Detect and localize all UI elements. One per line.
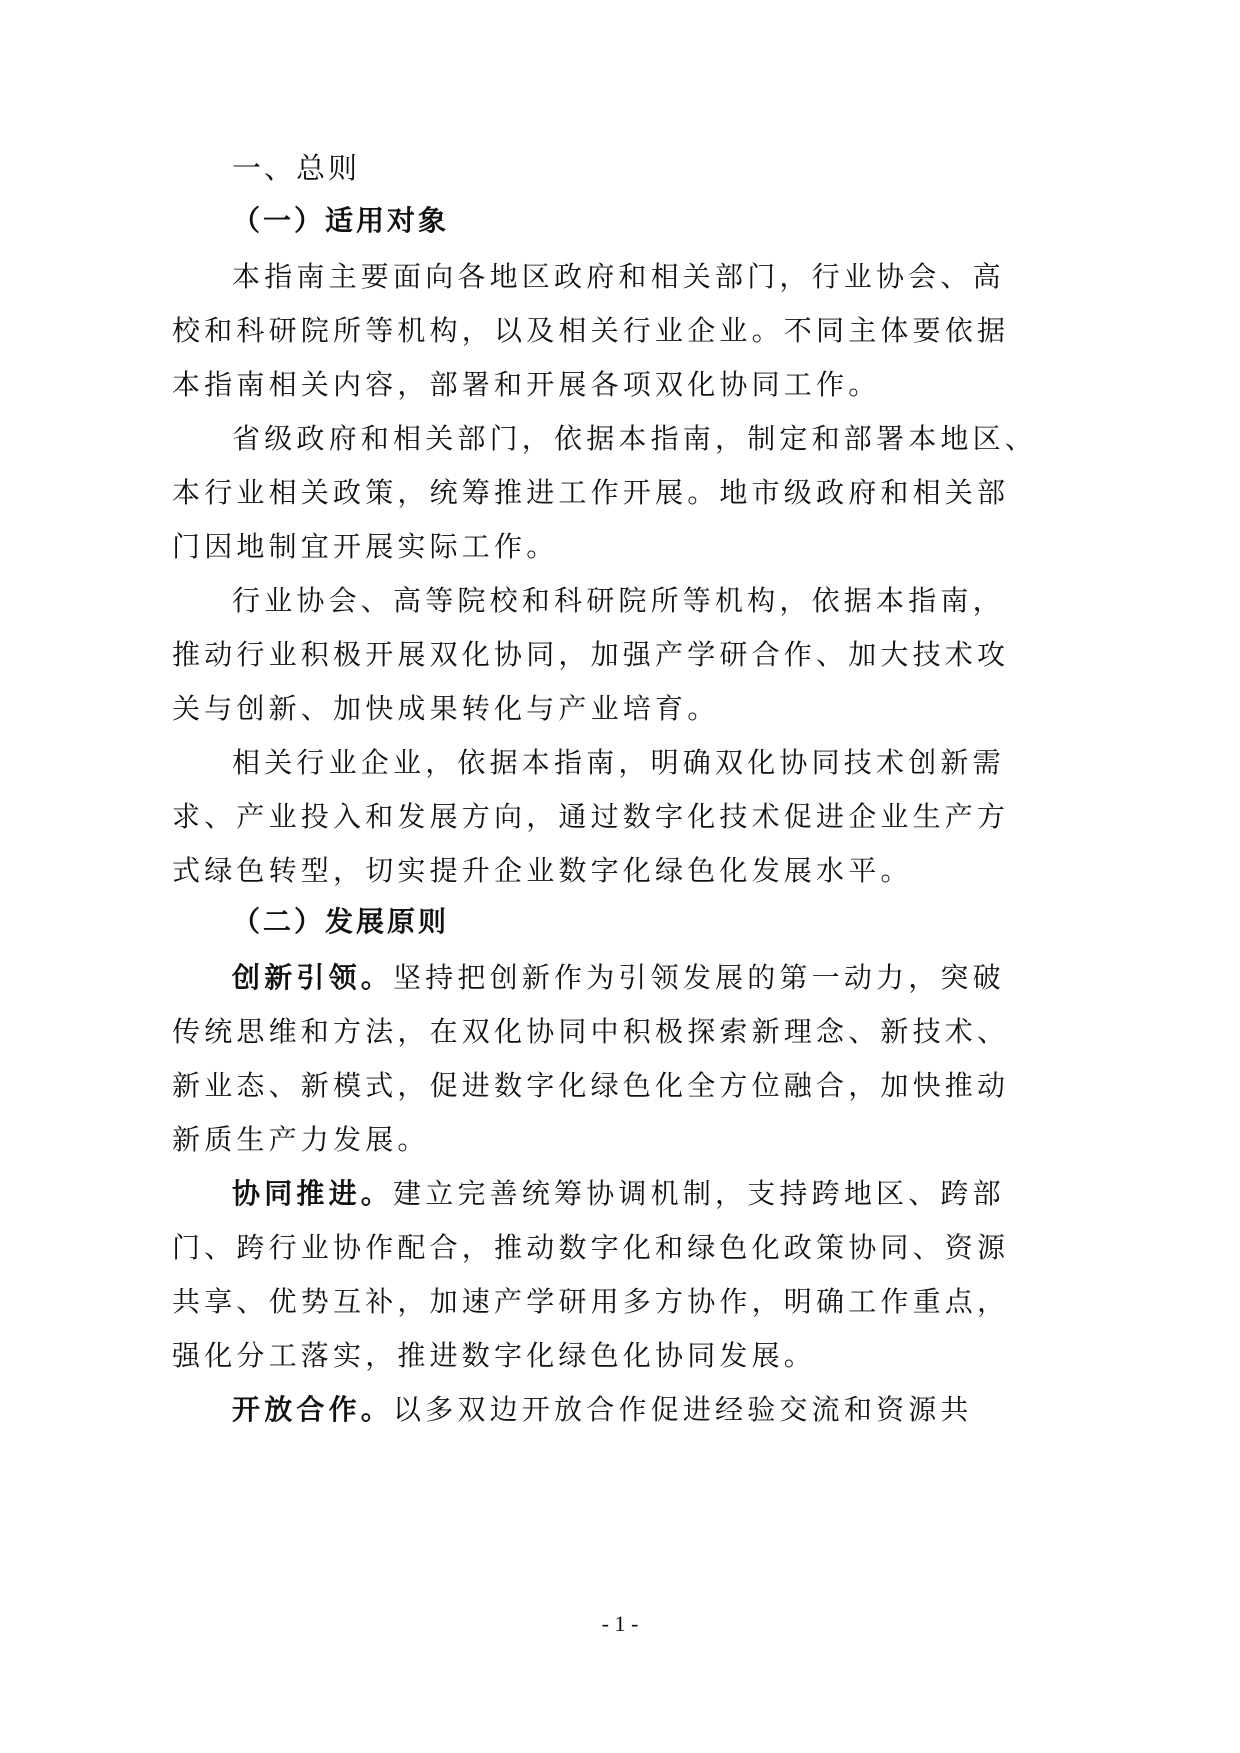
page-number: - 1 -: [601, 1611, 639, 1636]
principle-text: 坚持把创新作为引领发展的第一动力，突破: [393, 961, 1005, 994]
paragraph-line: 新质生产力发展。: [172, 1123, 430, 1156]
paragraph-line: 推动行业积极开展双化协同，加强产学研合作、加大技术攻: [172, 638, 1010, 671]
paragraph-line: 本行业相关政策，统筹推进工作开展。地市级政府和相关部: [172, 476, 1010, 509]
paragraph-line: 校和科研院所等机构，以及相关行业企业。不同主体要依据: [172, 314, 1010, 347]
section-heading-scope: （一）适用对象: [232, 204, 450, 237]
principle-first-line: [232, 1176, 1005, 1212]
paragraph-line: 共享、优势互补，加速产学研用多方协作，明确工作重点，: [172, 1285, 1010, 1318]
principle-term: 协同推进。: [232, 1177, 394, 1210]
principle-first-line: [232, 1392, 973, 1428]
paragraph-line: 强化分工落实，推进数字化绿色化协同发展。: [172, 1339, 817, 1372]
paragraph-line: 门因地制宜开展实际工作。: [172, 530, 559, 563]
principle-first-line: [232, 960, 1005, 996]
principle-term: 创新引领。: [232, 961, 394, 994]
paragraph-line: 本指南相关内容，部署和开展各项双化协同工作。: [172, 368, 881, 401]
paragraph-line: 关与创新、加快成果转化与产业培育。: [172, 692, 720, 725]
section-heading-principles: （二）发展原则: [232, 905, 450, 938]
principle-text: 以多双边开放合作促进经验交流和资源共: [393, 1393, 973, 1426]
paragraph-line: 传统思维和方法，在双化协同中积极探索新理念、新技术、: [172, 1015, 1010, 1048]
paragraph-line: 新业态、新模式，促进数字化绿色化全方位融合，加快推动: [172, 1069, 1010, 1102]
paragraph-line: 门、跨行业协作配合，推动数字化和绿色化政策协同、资源: [172, 1231, 1010, 1264]
paragraph-line: 本指南主要面向各地区政府和相关部门，行业协会、高: [232, 260, 1005, 293]
paragraph-line: 省级政府和相关部门，依据本指南，制定和部署本地区、: [232, 422, 1038, 455]
principle-text: 建立完善统筹协调机制，支持跨地区、跨部: [393, 1177, 1005, 1210]
paragraph-line: 相关行业企业，依据本指南，明确双化协同技术创新需: [232, 746, 1005, 779]
paragraph-line: 求、产业投入和发展方向，通过数字化技术促进企业生产方: [172, 800, 1010, 833]
chapter-heading: 一、总则: [232, 151, 361, 185]
paragraph-line: 行业协会、高等院校和科研院所等机构，依据本指南，: [232, 584, 1005, 617]
paragraph-line: 式绿色转型，切实提升企业数字化绿色化发展水平。: [172, 854, 913, 887]
principle-term: 开放合作。: [232, 1393, 394, 1426]
